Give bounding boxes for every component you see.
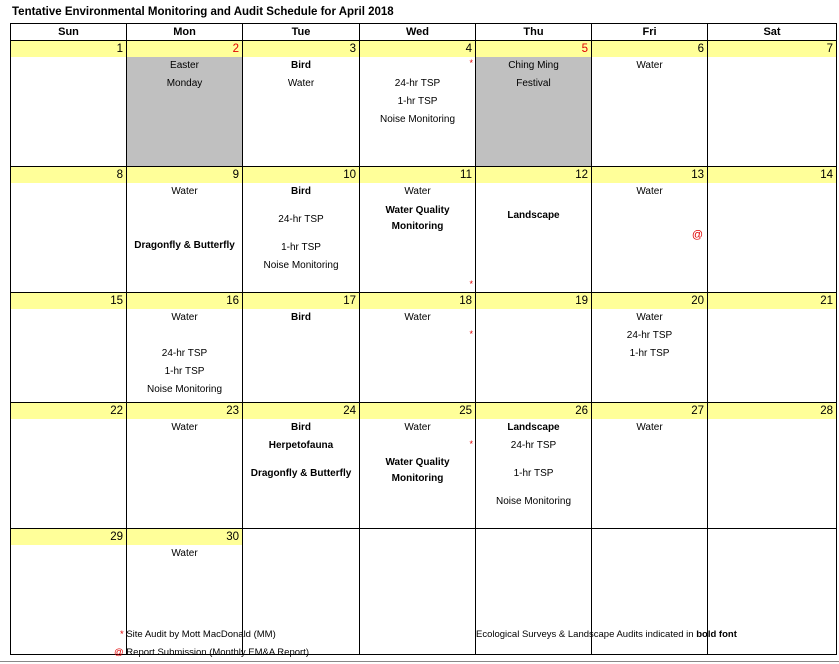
date-number: 11 bbox=[360, 167, 476, 184]
day-cell-empty bbox=[360, 545, 476, 655]
activity-spacer bbox=[243, 201, 359, 211]
day-cell-apr4 bbox=[360, 57, 476, 167]
activity-ecological: Bird bbox=[291, 60, 311, 71]
date-number: 29 bbox=[11, 529, 127, 546]
date-number-holiday: 2 bbox=[127, 41, 243, 58]
legend-site-audit bbox=[120, 629, 276, 640]
holiday-label: Easter bbox=[170, 60, 199, 71]
site-audit-marker: * bbox=[469, 279, 473, 289]
activity: Noise Monitoring bbox=[146, 384, 223, 395]
date-number: 8 bbox=[11, 167, 127, 184]
schedule-row-week-2 bbox=[11, 183, 837, 293]
activity: Water bbox=[404, 186, 431, 197]
date-number: 19 bbox=[476, 293, 592, 310]
legend-report bbox=[114, 647, 309, 658]
day-cell-apr7 bbox=[708, 57, 837, 167]
activity: 1-hr TSP bbox=[397, 96, 438, 107]
date-number: 10 bbox=[243, 167, 360, 184]
legend-ecological bbox=[476, 629, 737, 640]
site-audit-marker: * bbox=[469, 329, 473, 339]
day-cell-apr29 bbox=[11, 545, 127, 655]
holiday-label: Ching Ming bbox=[508, 60, 559, 71]
day-cell-apr17 bbox=[243, 309, 360, 403]
activity-ecological: Landscape bbox=[507, 210, 560, 221]
activity: Water bbox=[171, 422, 198, 433]
day-cell-apr6 bbox=[592, 57, 708, 167]
activity-spacer bbox=[360, 57, 475, 75]
activity-ecological: Water Quality bbox=[385, 457, 450, 468]
date-number: 7 bbox=[708, 41, 837, 58]
activity: Water bbox=[171, 186, 198, 197]
date-number: 22 bbox=[11, 403, 127, 420]
site-audit-marker: * bbox=[469, 439, 473, 449]
day-cell-apr3 bbox=[243, 57, 360, 167]
activity: Water bbox=[287, 78, 315, 89]
day-cell-apr1 bbox=[11, 57, 127, 167]
day-cell-apr22 bbox=[11, 419, 127, 529]
date-number: 18 bbox=[360, 293, 476, 310]
weekday-thu: Thu bbox=[476, 24, 592, 41]
day-cell-apr9 bbox=[127, 183, 243, 293]
date-number: 25 bbox=[360, 403, 476, 420]
date-number-empty bbox=[708, 529, 837, 546]
date-row-week-1 bbox=[11, 41, 837, 58]
date-number: 17 bbox=[243, 293, 360, 310]
activity-ecological: Landscape bbox=[507, 422, 560, 433]
activity: 1-hr TSP bbox=[513, 468, 554, 479]
date-number: 27 bbox=[592, 403, 708, 420]
activity: 24-hr TSP bbox=[394, 78, 441, 89]
activity-ecological: Bird bbox=[291, 422, 311, 433]
date-number-empty bbox=[476, 529, 592, 546]
date-number: 3 bbox=[243, 41, 360, 58]
day-cell-apr2 bbox=[127, 57, 243, 167]
activity: Noise Monitoring bbox=[263, 260, 339, 271]
activity-spacer bbox=[127, 219, 242, 237]
activity: Water bbox=[404, 312, 431, 323]
day-cell-apr15 bbox=[11, 309, 127, 403]
activity: Water bbox=[636, 312, 663, 323]
activity-ecological: Monitoring bbox=[391, 473, 444, 484]
activity: 24-hr TSP bbox=[161, 348, 208, 359]
day-cell-apr5 bbox=[476, 57, 592, 167]
date-number: 13 bbox=[592, 167, 708, 184]
day-cell-apr10 bbox=[243, 183, 360, 293]
date-row-week-3 bbox=[11, 293, 837, 310]
day-cell-apr25 bbox=[360, 419, 476, 529]
date-number: 16 bbox=[127, 293, 243, 310]
schedule-row-week-3 bbox=[11, 309, 837, 403]
calendar-grid bbox=[10, 23, 837, 655]
weekday-header-row bbox=[11, 24, 837, 41]
activity: 1-hr TSP bbox=[281, 242, 321, 253]
date-number-empty bbox=[243, 529, 360, 546]
activity: 24-hr TSP bbox=[278, 214, 324, 225]
holiday-label: Monday bbox=[166, 78, 203, 89]
page-title: Tentative Environmental Monitoring and Audit Schedule for April 2018 bbox=[12, 6, 394, 18]
activity: Water bbox=[171, 312, 198, 323]
date-number: 26 bbox=[476, 403, 592, 420]
day-cell-apr21 bbox=[708, 309, 837, 403]
day-cell-apr28 bbox=[708, 419, 837, 529]
activity: Water bbox=[171, 548, 198, 559]
date-number: 6 bbox=[592, 41, 708, 58]
activity-ecological: Herpetofauna bbox=[268, 440, 334, 451]
activity-ecological: Dragonfly & Butterfly bbox=[134, 240, 235, 251]
report-submission-marker: @ bbox=[691, 229, 703, 241]
site-audit-text: Site Audit by Mott MacDonald (MM) bbox=[126, 629, 276, 640]
date-number: 23 bbox=[127, 403, 243, 420]
date-number: 20 bbox=[592, 293, 708, 310]
bottom-divider bbox=[0, 661, 839, 662]
schedule-row-week-1 bbox=[11, 57, 837, 167]
date-number: 24 bbox=[243, 403, 360, 420]
day-cell-apr13 bbox=[592, 183, 708, 293]
activity: Noise Monitoring bbox=[495, 496, 572, 507]
date-number: 15 bbox=[11, 293, 127, 310]
activity: Water bbox=[404, 422, 431, 433]
weekday-mon: Mon bbox=[127, 24, 243, 41]
activity-ecological: Water Quality bbox=[385, 205, 450, 216]
date-number: 21 bbox=[708, 293, 837, 310]
date-number-empty bbox=[360, 529, 476, 546]
day-cell-apr8 bbox=[11, 183, 127, 293]
day-cell-apr11 bbox=[360, 183, 476, 293]
activity-spacer bbox=[476, 455, 591, 465]
report-text: Report Submission (Monthly EM&A Report) bbox=[126, 647, 309, 658]
day-cell-apr23 bbox=[127, 419, 243, 529]
activity-spacer bbox=[127, 201, 242, 219]
ecological-suffix: font bbox=[718, 629, 737, 640]
activity-spacer bbox=[360, 437, 475, 453]
activity-spacer bbox=[243, 455, 359, 465]
date-number: 9 bbox=[127, 167, 243, 184]
weekday-wed: Wed bbox=[360, 24, 476, 41]
activity-ecological: Bird bbox=[291, 312, 311, 323]
site-audit-symbol: * bbox=[120, 629, 124, 640]
schedule-row-week-4 bbox=[11, 419, 837, 529]
activity-ecological: Monitoring bbox=[391, 221, 444, 232]
date-number-empty bbox=[592, 529, 708, 546]
date-number: 12 bbox=[476, 167, 592, 184]
day-cell-apr16 bbox=[127, 309, 243, 403]
day-cell-apr14 bbox=[708, 183, 837, 293]
holiday-label: Festival bbox=[516, 78, 551, 89]
activity: Noise Monitoring bbox=[379, 114, 456, 125]
day-cell-apr24 bbox=[243, 419, 360, 529]
date-number: 1 bbox=[11, 41, 127, 58]
date-number-holiday: 5 bbox=[476, 41, 592, 58]
date-row-week-5 bbox=[11, 529, 837, 546]
activity-ecological: Dragonfly & Butterfly bbox=[250, 468, 352, 479]
weekday-fri: Fri bbox=[592, 24, 708, 41]
activity-spacer bbox=[243, 229, 359, 239]
date-number: 14 bbox=[708, 167, 837, 184]
date-number: 30 bbox=[127, 529, 243, 546]
ecological-bold-word: bold bbox=[696, 629, 717, 640]
activity-spacer bbox=[476, 483, 591, 493]
weekday-sat: Sat bbox=[708, 24, 837, 41]
date-row-week-4 bbox=[11, 403, 837, 420]
activity: Water bbox=[636, 60, 663, 71]
weekday-sun: Sun bbox=[11, 24, 127, 41]
day-cell-apr26 bbox=[476, 419, 592, 529]
activity: 1-hr TSP bbox=[629, 348, 670, 359]
activity: 24-hr TSP bbox=[510, 440, 557, 451]
activity-spacer bbox=[476, 183, 591, 207]
date-number: 28 bbox=[708, 403, 837, 420]
site-audit-marker: * bbox=[469, 58, 473, 68]
date-row-week-2 bbox=[11, 167, 837, 184]
report-symbol: @ bbox=[114, 647, 124, 658]
activity: 1-hr TSP bbox=[164, 366, 205, 377]
day-cell-apr20 bbox=[592, 309, 708, 403]
activity-spacer bbox=[127, 327, 242, 345]
day-cell-apr19 bbox=[476, 309, 592, 403]
weekday-tue: Tue bbox=[243, 24, 360, 41]
activity: 24-hr TSP bbox=[626, 330, 673, 341]
day-cell-apr12 bbox=[476, 183, 592, 293]
activity-ecological: Bird bbox=[291, 186, 311, 197]
date-number: 4 bbox=[360, 41, 476, 58]
day-cell-apr27 bbox=[592, 419, 708, 529]
activity: Water bbox=[636, 186, 663, 197]
ecological-text: Ecological Surveys & Landscape Audits indicated in bbox=[476, 629, 694, 640]
activity: Water bbox=[636, 422, 663, 433]
day-cell-apr18 bbox=[360, 309, 476, 403]
